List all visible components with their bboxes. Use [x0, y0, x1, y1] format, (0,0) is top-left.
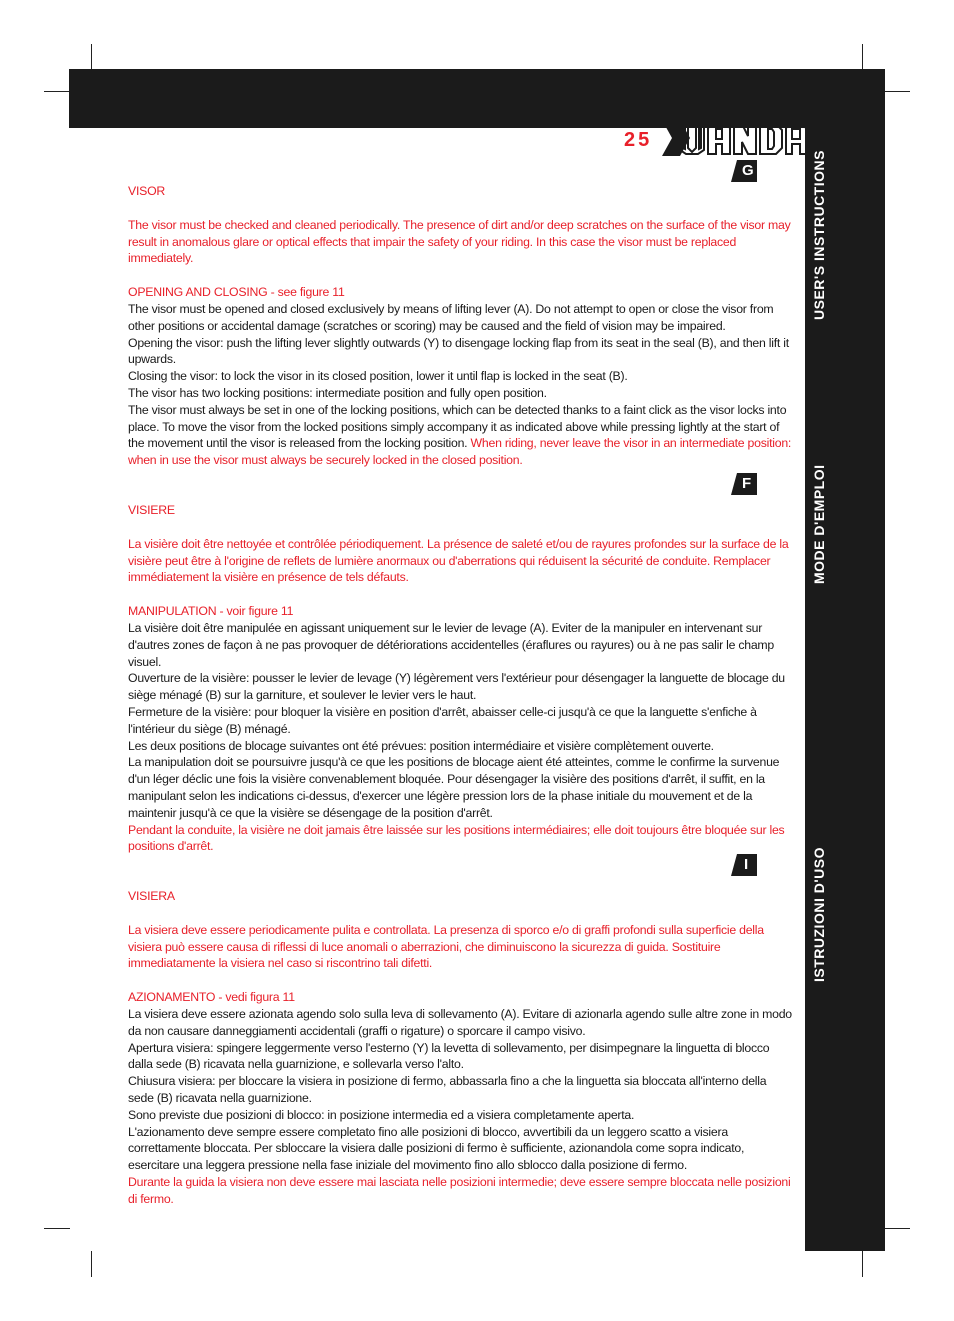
crop-mark — [91, 1251, 92, 1277]
section-intro: La visière doit être nettoyée et contrôlée périodiquement. La présence de saleté et/ou de rayures profondes sur la surface de la visière peut être à l'origine de reflets de lumière anormaux ou d'aberrations qui réduisent la sécurité de conduite. Remplacer immédiatement la visière en présence de tels défauts. — [128, 536, 789, 585]
section-english — [128, 183, 792, 469]
paragraph: Fermeture de la visière: pour bloquer la visière en position d'arrêt, abaisser celle-ci jusqu'à ce que la languette s'enfiche à l'intérieur du siège (B) ménagé. — [128, 704, 757, 736]
side-label-user-instructions: USER'S INSTRUCTIONS — [811, 150, 827, 320]
section-intro: The visor must be checked and cleaned periodically. The presence of dirt and/or deep scratches on the surface of the visor may result in anomalous glare or optical effects that impair the safety of your riding. In this case the visor must be replaced immediately. — [128, 217, 791, 266]
paragraph: La visière doit être manipulée en agissant uniquement sur le levier de levage (A). Eviter de la manipuler en intervenant sur d'autres zones de façon à ne pas provoquer de détériorations accidentelles (éraflures ou rayures) ou à ne pas salir le champ visuel. — [128, 620, 775, 669]
section-italian — [128, 888, 792, 1208]
paragraph: Apertura visiera: spingere leggermente verso l'esterno (Y) la levetta di sollevamento, per disimpegnare la linguetta di blocco dalla sede (B) ricavata nella guarnizione, e sollevarla verso l'alto. — [128, 1040, 770, 1072]
crop-mark — [862, 44, 863, 70]
paragraph: Les deux positions de blocage suivantes ont été prévues: position intermédiaire et visière complètement ouverte. — [128, 738, 714, 753]
section-title: VISIERE — [128, 502, 175, 517]
paragraph: The visor must be opened and closed exclusively by means of lifting lever (A). Do not attempt to open or close the visor from other positions or accidental damage (scratches or scoring) may be caused and the field of vision may be impaired. — [128, 301, 774, 333]
section-title: VISOR — [128, 184, 166, 198]
paragraph: Opening the visor: push the lifting lever slightly outwards (Y) to disengage locking flap from its seat in the seal (B), and then lift it upwards. — [128, 335, 789, 367]
tab-marker-i: I — [731, 854, 757, 876]
paragraph: Chiusura visiera: per bloccare la visiera in posizione di fermo, abbassarla fino a che la linguetta sia bloccata all'interno della sede (B) ricavata nella guarnizione. — [128, 1074, 767, 1106]
paragraph: Sono previste due posizioni di blocco: in posizione intermedia ed a visiera completamente aperta. — [128, 1107, 635, 1122]
paragraph: La manipulation doit se poursuivre jusqu'à ce que les positions de blocage aient été atteintes, comme le confirme la survenue d'un léger déclic une fois la visière convenablement bloquée. Pour désengager la visière des positions d'arrêt, il suffit, en la manipulant selon les indications ci-dessus, d'exercer une légère pression lors de la phase initiale du mouvement et de la maintenir jusqu'à ce que la visière se désengage de la position d'arrêt. — [128, 755, 780, 820]
crop-mark — [884, 1228, 910, 1229]
tab-marker-f: F — [731, 473, 757, 495]
warning-text: Durante la guida la visiera non deve essere mai lasciata nelle posizioni intermedie; deve essere sempre bloccata nelle posizioni di fermo. — [128, 1175, 791, 1206]
tab-marker-g: G — [731, 160, 757, 182]
paragraph: La visiera deve essere azionata agendo solo sulla leva di sollevamento (A). Evitare di azionarla agendo sulle altre zone in modo da non causare danneggiamenti accidentali (graffi o rigature) o sporcare il campo visivo. — [128, 1007, 792, 1038]
side-label-istruzioni-uso: ISTRUZIONI D'USO — [811, 847, 827, 982]
section-french — [128, 502, 792, 855]
section-subtitle: MANIPULATION - voir figure 11 — [128, 604, 294, 619]
warning-text: Pendant la conduite, la visière ne doit jamais être laissée sur les positions intermédiaires; elle doit toujours être bloquée sur les positions d'arrêt. — [128, 822, 785, 854]
section-subtitle: AZIONAMENTO - vedi figura 11 — [128, 990, 295, 1005]
paragraph: L'azionamento deve sempre essere completato fino alle posizioni di blocco, avvertibili da un leggero scatto a visiera correttamente bloccata. Per sbloccare la visiera dalle posizioni di fermo è sufficiente, azionandola come sopra indicato, esercitare una leggera pressione nella fase iniziale del movimento fino allo sblocco dalla posizione di fermo. — [128, 1124, 745, 1173]
crop-mark — [91, 44, 92, 70]
crop-mark — [884, 91, 910, 92]
brand-logo — [662, 120, 812, 156]
side-label-mode-emploi: MODE D'EMPLOI — [811, 464, 827, 584]
crop-mark — [44, 91, 70, 92]
paragraph: The visor has two locking positions: intermediate position and fully open position. — [128, 385, 547, 400]
document-body — [128, 183, 792, 1208]
section-title: VISIERA — [128, 889, 175, 904]
paragraph-text: The visor must always be set in one of the locking positions, which can be detected thanks to a faint click as the visor locks into place. To move the visor from the locked positions simply accompany it as indicated above while pressing lightly at the start of the movement until the visor is released from the locking position. — [128, 402, 787, 451]
warning-text: When riding, never leave the visor in an intermediate position: when in use the visor must always be securely locked in the closed position. — [128, 436, 792, 468]
crop-mark — [862, 1251, 863, 1277]
page-number: 25 — [624, 129, 653, 151]
section-subtitle: OPENING AND CLOSING - see figure 11 — [128, 285, 345, 300]
crop-mark — [44, 1228, 70, 1229]
paragraph: Ouverture de la visière: pousser le levier de levage (Y) légèrement vers l'extérieur pour désengager la languette de blocage du siège ménagé (B) sur la garniture, et soulever le levier vers le haut. — [128, 671, 785, 703]
paragraph — [128, 402, 792, 469]
section-intro: La visiera deve essere periodicamente pulita e controllata. La presenza di sporco e/o di graffi profondi sulla superficie della visiera può essere causa di riflessi di luce anomali o aberrazioni, che diminuiscono la sicurezza di guida. Sostituire immediatamente la visiera nel caso si riscontrino tali difetti. — [128, 922, 764, 971]
paragraph: Closing the visor: to lock the visor in its closed position, lower it until flap is locked in the seat (B). — [128, 369, 628, 384]
